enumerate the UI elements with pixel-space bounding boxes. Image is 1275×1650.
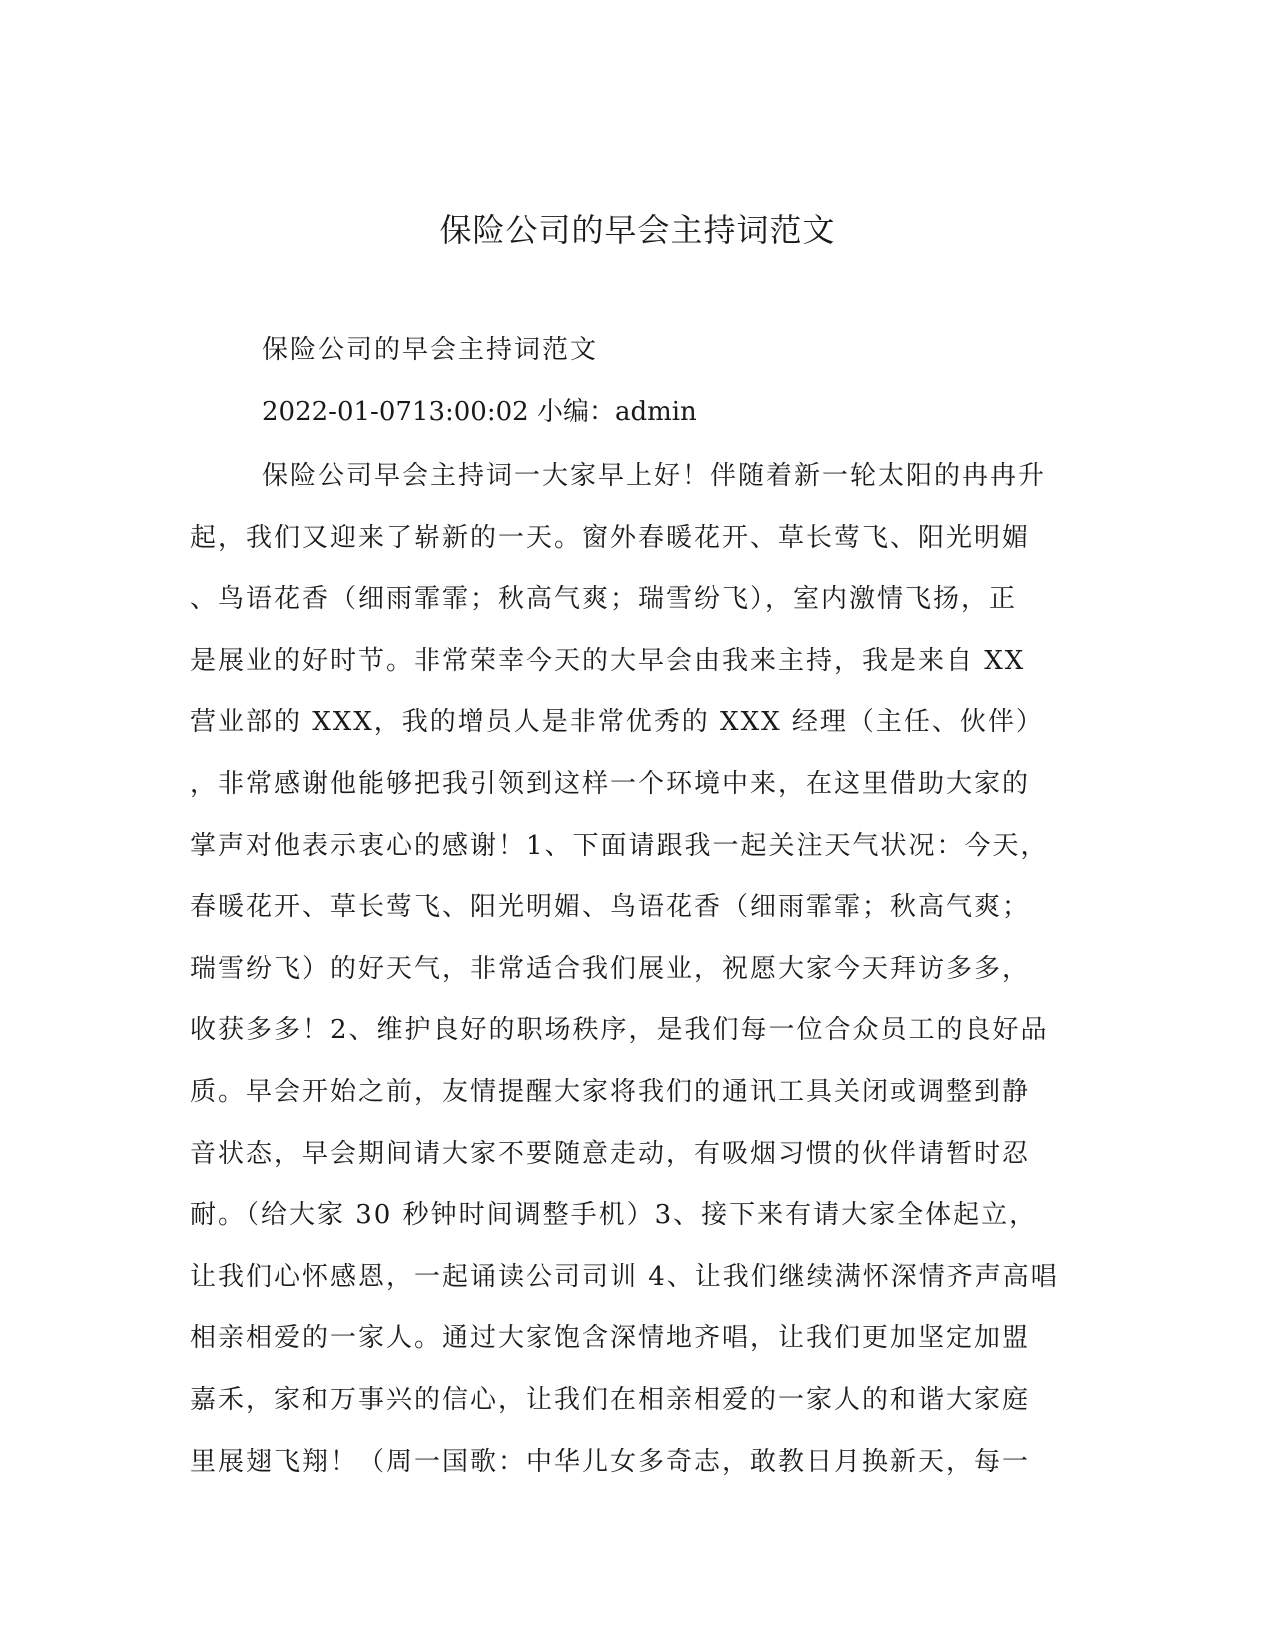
body-line: 里展翅飞翔！（周一国歌：中华儿女多奇志，敢教日月换新天，每一 (190, 1446, 1031, 1477)
body-line: 起，我们又迎来了崭新的一天。窗外春暖花开、草长莺飞、阳光明媚 (190, 522, 1031, 553)
body-line: 质。早会开始之前，友情提醒大家将我们的通讯工具关闭或调整到静 (190, 1076, 1031, 1107)
body-text (190, 456, 1090, 1503)
document-title: 保险公司的早会主持词范文 (439, 211, 836, 249)
body-line: 营业部的 XXX，我的增员人是非常优秀的 XXX 经理（主任、伙伴） (190, 707, 1044, 738)
body-line: 掌声对他表示衷心的感谢！1、下面请跟我一起关注天气状况：今天， (190, 830, 1049, 861)
publish-meta: 2022-01-0713:00:02 小编：admin (262, 397, 697, 427)
body-line: 收获多多！2、维护良好的职场秩序，是我们每一位合众员工的良好品 (190, 1015, 1049, 1046)
body-line: 耐。（给大家 30 秒钟时间调整手机）3、接下来有请大家全体起立， (190, 1200, 1038, 1231)
body-line: 瑞雪纷飞）的好天气，非常适合我们展业，祝愿大家今天拜访多多， (190, 953, 1031, 984)
document-subtitle: 保险公司的早会主持词范文 (262, 335, 599, 365)
body-line: 音状态，早会期间请大家不要随意走动，有吸烟习惯的伙伴请暂时忍 (190, 1138, 1031, 1169)
body-line: 保险公司早会主持词一大家早上好！伴随着新一轮太阳的冉冉升 (262, 461, 1047, 491)
body-line: 嘉禾，家和万事兴的信心，让我们在相亲相爱的一家人的和谐大家庭 (190, 1384, 1031, 1415)
body-line: 是展业的好时节。非常荣幸今天的大早会由我来主持，我是来自 XX (190, 645, 1026, 676)
body-line: 让我们心怀感恩，一起诵读公司司训 4、让我们继续满怀深情齐声高唱 (190, 1261, 1059, 1292)
body-line: 、鸟语花香（细雨霏霏；秋高气爽；瑞雪纷飞），室内激情飞扬，正 (190, 584, 1018, 615)
body-line: ，非常感谢他能够把我引领到这样一个环境中来，在这里借助大家的 (190, 768, 1031, 799)
body-line: 春暖花开、草长莺飞、阳光明媚、鸟语花香（细雨霏霏；秋高气爽； (190, 892, 1031, 923)
body-line: 相亲相爱的一家人。通过大家饱含深情地齐唱，让我们更加坚定加盟 (190, 1323, 1031, 1354)
